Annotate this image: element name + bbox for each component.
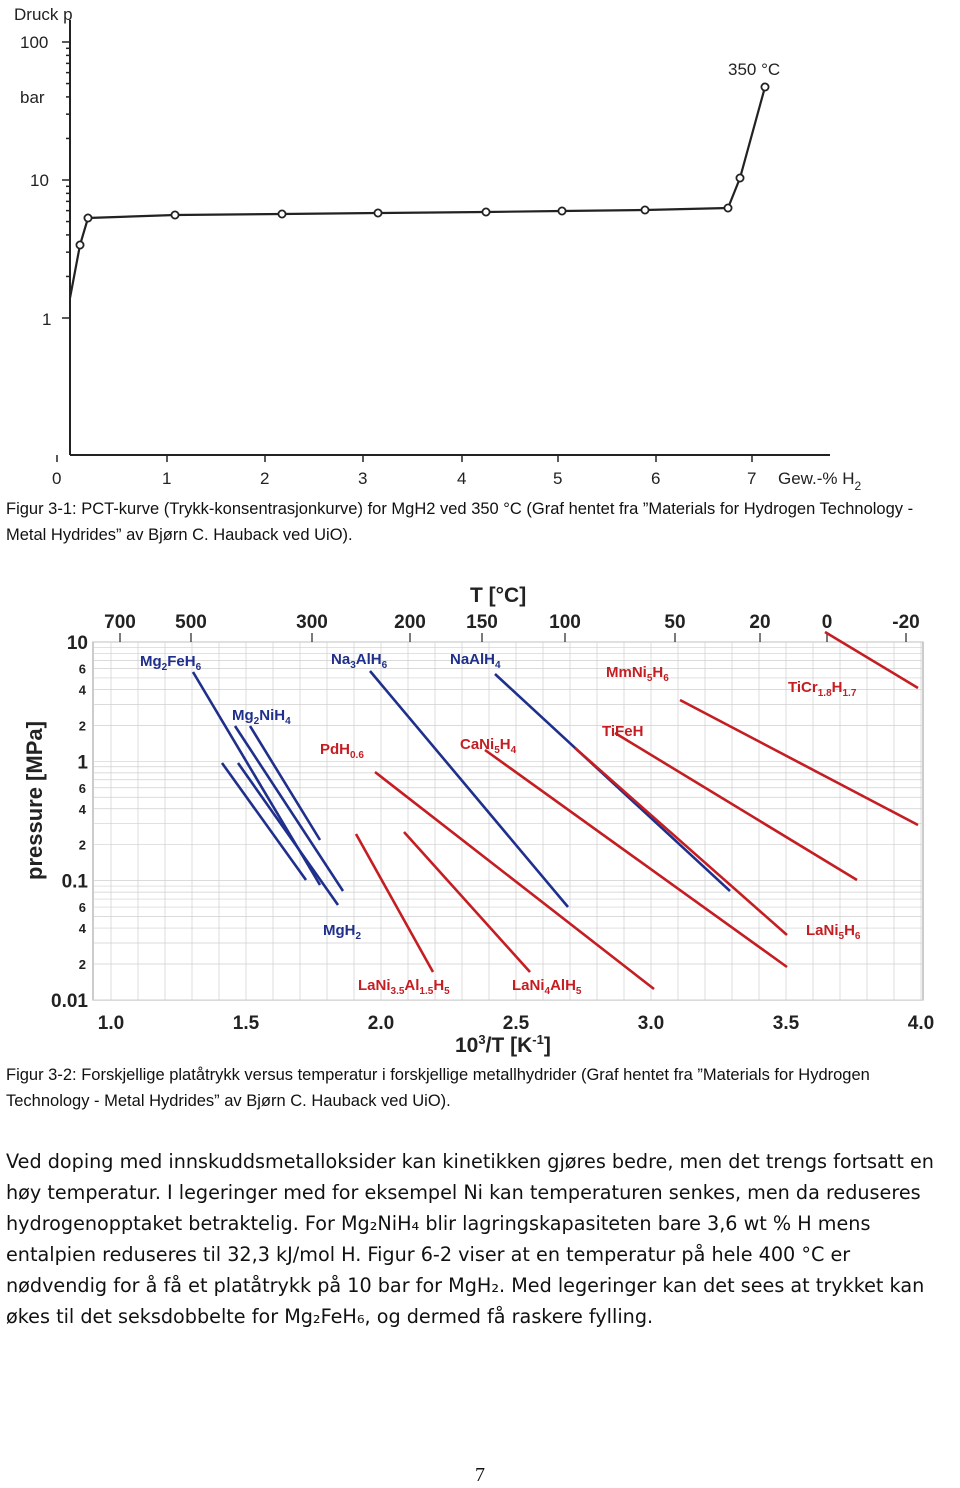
top-tick-label: 20 [749, 612, 771, 633]
x-axis-title: $10^3/T$ $[K^{-1}]$ [455, 1032, 551, 1057]
x-tick-label: 3 [358, 469, 368, 488]
y-minor-tick-label: 2 [78, 956, 86, 972]
compound-label: $LaNi_5H_6$ [806, 922, 861, 942]
x-tick-label: 1 [162, 469, 172, 488]
data-point [84, 214, 91, 221]
figure-2-caption: Figur 3-2: Forskjellige platåtrykk versus temperatur i forskjellige metallhydrider (Graf hentet fra ”Materials for Hydrogen Technology - Metal Hydrides” av Bjørn C. Hauback ved UiO). [6, 1066, 870, 1110]
top-tick-label: 200 [394, 612, 426, 633]
y-tick-label: 1 [77, 752, 88, 774]
data-point [171, 211, 178, 218]
figure-1-caption: Figur 3-1: PCT-kurve (Trykk-konsentrasjonkurve) for MgH2 ved 350 °C (Graf hentet fra ”Materials for Hydrogen Technology - Metal Hydrides” av Bjørn C. Hauback ved UiO). [6, 500, 914, 544]
y-tick-label-10: 10 [30, 171, 49, 190]
body-paragraph: Ved doping med innskuddsmetalloksider kan kinetikken gjøres bedre, men det trengs fortsatt en høy temperatur. I legeringer med for eksempel Ni kan temperaturen senkes, men da reduseres hydrogenopptaket betraktelig. For Mg₂NiH₄ blir lagringskapasiteten bare 3,6 wt % H mens entalpien reduseres til 32,3 kJ/mol H. Figur 6-2 viser at en temperatur på hele 400 °C er nødvendig for å få et platåtrykk på 10 bar for MgH₂. Med legeringer kan det sees at trykket kan økes til det seksdobbelte for Mg₂FeH₆, og dermed få raskere fylling. [6, 1150, 934, 1328]
x-tick-label: 1.0 [97, 1013, 125, 1034]
data-point [736, 174, 743, 181]
compound-label: NaAlH$_4$ [450, 651, 501, 671]
top-tick-label: -20 [892, 612, 920, 633]
data-point [374, 209, 381, 216]
data-point [278, 210, 285, 217]
y-tick-label: 0.1 [61, 871, 88, 893]
x-tick-label: 5 [553, 469, 563, 488]
top-tick-label: 700 [104, 612, 136, 633]
top-tick-label: 300 [296, 612, 328, 633]
compound-label: $Mg_2NiH_4$ [232, 707, 291, 727]
top-tick-label: 100 [549, 612, 581, 633]
compound-label: MgH$_2$ [323, 922, 362, 942]
top-tick-label: 500 [175, 612, 207, 633]
plateau-pressure-figure [0, 580, 960, 1060]
pct-data-points [76, 83, 768, 248]
compound-label: TiFeH [602, 723, 644, 740]
y-axis-title: Druck p [14, 5, 73, 24]
compound-label: $Na_3AlH_6$ [331, 651, 388, 671]
x-tick-label: 0 [52, 469, 62, 488]
x-unit-label: Gew.-% $H_2$ [778, 469, 862, 493]
y-minor-tick-label: 6 [78, 900, 86, 916]
x-tick-label: 3.5 [772, 1013, 800, 1034]
data-point [641, 206, 648, 213]
x-tick-labels [52, 469, 756, 488]
x-tick-label: 3.0 [637, 1013, 665, 1034]
top-tick-label: 150 [466, 612, 498, 633]
data-point [76, 241, 83, 248]
compound-label: LaNi$_4$AlH$_5$ [512, 977, 582, 997]
data-point [724, 204, 731, 211]
top-axis-title: T [°C] [470, 584, 527, 607]
y-minor-tick-label: 4 [78, 801, 86, 817]
y-minor-tick-label: 2 [78, 718, 86, 734]
x-tick-label: 2 [260, 469, 270, 488]
y-minor-tick-label: 6 [78, 661, 86, 677]
top-tick-label: 0 [821, 612, 833, 633]
y-minor-tick-label: 4 [78, 921, 86, 937]
x-axis-tick-labels [98, 1013, 934, 1034]
x-tick-label: 4.0 [907, 1013, 935, 1034]
x-tick-label: 2.0 [367, 1013, 395, 1034]
y-tick-label-1: 1 [42, 310, 52, 329]
x-tick-label: 2.5 [502, 1013, 530, 1034]
compound-label: PdH$_{0.6}$ [320, 741, 364, 761]
y-tick-label-100: 100 [20, 33, 49, 52]
x-tick-label: 1.5 [232, 1013, 260, 1034]
pct-curve-figure [0, 0, 960, 495]
x-tick-label: 4 [457, 469, 467, 488]
compound-label: $TiCr_{1.8}H_{1.7}$ [788, 679, 857, 699]
y-axis-title: pressure [MPa] [22, 721, 47, 880]
compound-label: $CaNi_5H_4$ [460, 736, 517, 756]
top-tick-label: 50 [664, 612, 686, 633]
y-minor-tick-label: 2 [78, 837, 86, 853]
x-tick-label: 6 [651, 469, 661, 488]
y-minor-tick-label: 6 [78, 780, 86, 796]
compound-label: $MmNi_5H_6$ [606, 664, 669, 684]
x-ticks [57, 455, 752, 462]
y-tick-label: 0.01 [51, 990, 88, 1012]
y-axis-tick-labels [51, 633, 88, 1012]
data-point [761, 83, 768, 90]
data-point [482, 208, 489, 215]
compound-label: $Mg_2FeH_6$ [140, 653, 202, 673]
pct-curve-line [70, 87, 765, 298]
y-tick-label: 10 [66, 633, 88, 654]
y-minor-tick-label: 4 [78, 682, 86, 698]
temperature-label: 350 °C [728, 60, 781, 79]
y-unit-label: bar [20, 88, 45, 107]
y-ticks [62, 42, 70, 318]
x-tick-label: 7 [747, 469, 757, 488]
top-axis-tick-labels [104, 612, 920, 642]
page-number: 7 [475, 1464, 485, 1486]
compound-label: $LaNi_{3.5}Al_{1.5}H_5$ [358, 977, 450, 997]
data-point [558, 207, 565, 214]
